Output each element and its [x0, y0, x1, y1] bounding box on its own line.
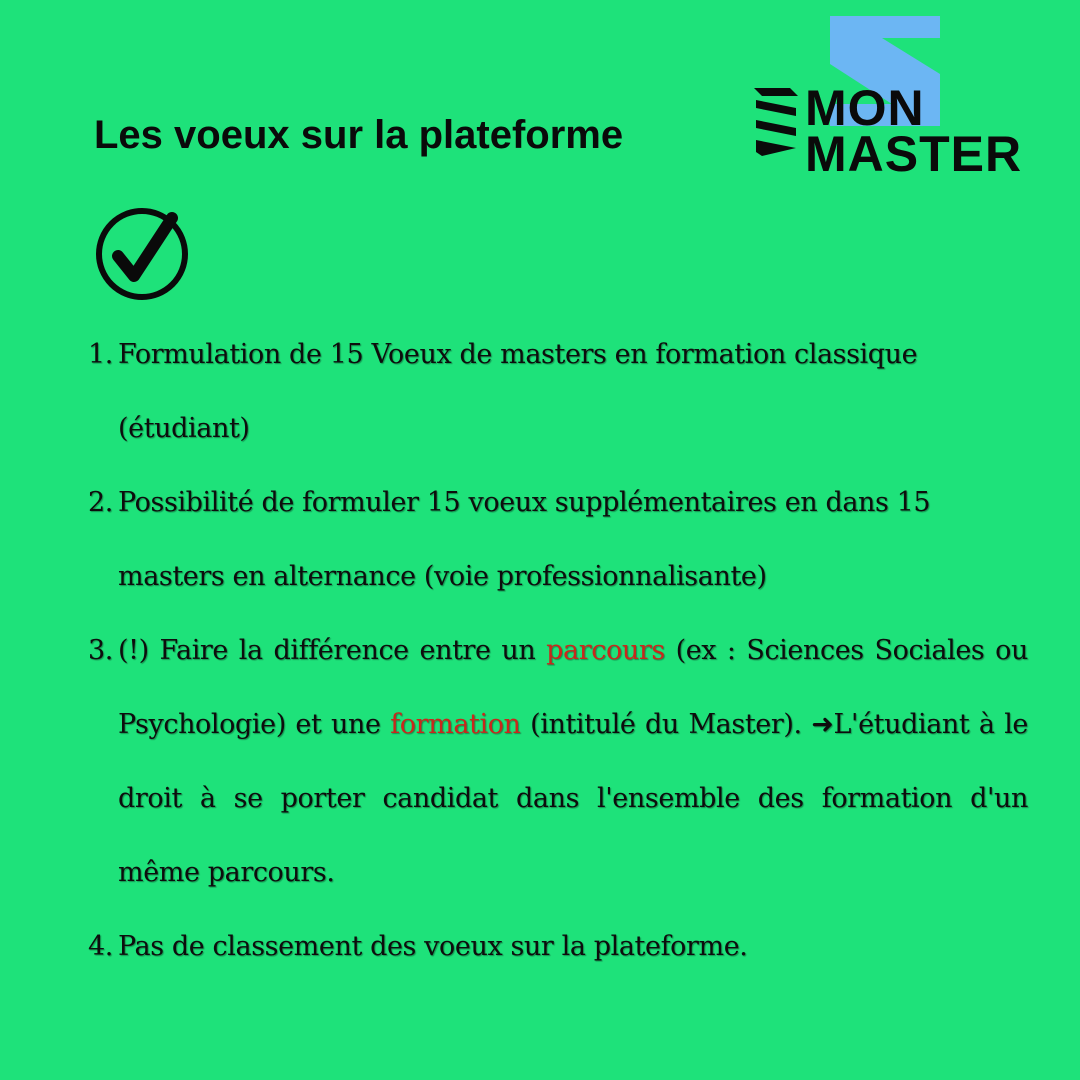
list-item-number: 4.	[88, 931, 113, 962]
logo-text-line1: MON	[805, 80, 925, 136]
list-item	[88, 614, 1028, 910]
list-item-text: (intitulé du Master).	[520, 709, 802, 740]
check-circle-icon	[94, 206, 190, 302]
list-item-text: Pas de classement des voeux sur la plateforme.	[118, 931, 748, 962]
list-item	[88, 466, 1028, 614]
arrow-right-icon: ➜	[811, 709, 834, 740]
list-item	[88, 318, 1028, 466]
list-item-text: Formulation de 15 Voeux de masters en formation classique (étudiant)	[118, 339, 918, 444]
mon-master-logo	[752, 16, 1023, 182]
list-item	[88, 910, 1028, 984]
list-item-text: (!) Faire la différence entre un	[118, 635, 547, 666]
logo-text-line2: MASTER	[805, 126, 1023, 182]
list-item-number: 1.	[88, 339, 113, 370]
list-item-note: L'étudiant à le droit à se porter candidat dans l'ensemble des formation d'un même parcours.	[118, 709, 1029, 888]
highlight-formation: formation	[390, 709, 521, 740]
list-item-number: 3.	[88, 635, 113, 666]
list-item-text: (ex : Sciences Sociales ou Psychologie) et une	[118, 635, 1029, 740]
highlight-parcours: parcours	[546, 635, 665, 666]
list-item-number: 2.	[88, 487, 113, 518]
list-item-text: Possibilité de formuler 15 voeux supplémentaires en dans 15 masters en alternance (voie professionnalisante)	[118, 487, 931, 592]
wish-list	[88, 318, 1028, 984]
page-title: Les voeux sur la plateforme	[94, 113, 624, 157]
